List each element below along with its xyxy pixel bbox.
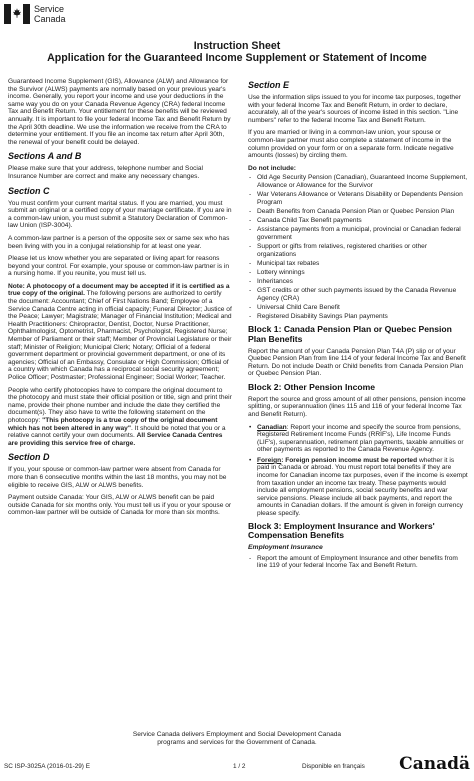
do-not-include-list xyxy=(248,174,468,321)
title-line-1: Instruction Sheet xyxy=(193,40,281,52)
block-3-heading: Block 3: Employment Insurance and Workers' Compensation Benefits xyxy=(248,520,435,541)
page-number: 1 / 2 xyxy=(233,763,246,770)
list-item-foreign xyxy=(248,457,468,518)
section-d-para-2: Payment outside Canada: Your GIS, ALW or ALWS benefit can be paid outside Canada for six months only. You must tell us if you or your spouse or common-law partner will be outside of Canada for more than six months. xyxy=(8,494,232,517)
language-availability: Disponible en français xyxy=(302,763,365,770)
canadian-text: : Report your income and specify the source from pensions, Registered Retirement Income Funds (RRIF's), Life Income Funds (LIF's), superannuation, retirement plan payments, taxable annuities or other payments as reported to the Canada Revenue Agency. xyxy=(257,423,464,454)
section-e-para-2: If you are married or living in a common-law union, your spouse or common-law partner must also complete a statement of income in the column provided on your form or on a separate form. Indicate negative amounts (losses) by circling them. xyxy=(248,129,454,160)
form-code: SC ISP-3025A (2016-01-29) E xyxy=(4,763,90,770)
section-c-para-3: Please let us know whether you are separated or living apart for reasons beyond your control. For example, your spouse or common-law partner is in a nursing home. If you reunite, you must tell us. xyxy=(8,255,229,278)
list-item: - Assistance payments from a municipal, provincial or Canadian federal government xyxy=(248,226,468,241)
section-d-heading: Section D xyxy=(8,452,50,463)
section-e-heading: Section E xyxy=(248,80,290,90)
block-2-heading: Block 2: Other Pension Income xyxy=(248,381,376,392)
list-item: - Registered Disability Savings Plan payments xyxy=(248,313,468,321)
footer-note-line-1: Service Canada delivers Employment and Social Development Canada xyxy=(132,731,342,738)
list-item-canadian xyxy=(248,424,468,454)
list-item: - Old Age Security Pension (Canadian), Guaranteed Income Supplement, Allowance or Allowance for the Survivor xyxy=(248,174,468,189)
certify-text: People who certify photocopies have to compare the original document to the photocopy and must state their official position or title, sign and print their name, provide their phone number and include the date they certified the document(s). They also have to write the following statement on the photocopy: xyxy=(8,386,232,424)
free-of-charge: All Service Canada Centres are providing this service free of charge. xyxy=(8,432,223,447)
list-item: - GST credits or other such payments issued by the Canada Revenue Agency (CRA) xyxy=(248,287,468,302)
do-not-include-heading: Do not include: xyxy=(248,164,296,172)
page-footer xyxy=(4,754,470,776)
employment-list xyxy=(248,555,468,570)
list-item: - Universal Child Care Benefit xyxy=(248,304,468,312)
list-item: - Death Benefits from Canada Pension Plan or Quebec Pension Plan xyxy=(248,208,468,216)
foreign-text: whether it is paid in Canada or abroad. You must report total benefits if they are income for Canadian income tax purposes, even if the income is exempt from taxation under an income tax treaty. These payments would include all employment pensions, social security benefits and war service pensions. Please include all back payments, and report the amounts in Canadian dollars. If the amount is given in foreign currency please specify. xyxy=(257,456,468,518)
footer-note-line-2: programs and services for the Government of Canada. xyxy=(157,739,317,746)
section-e-para-1: Use the information slips issued to you for income tax purposes, together with your federal Income Tax and Benefit Return, in order to declare, accurately, all of the year's sources of income listed in this section. "Line numbers" refer to the federal Income Tax and Benefit Return. xyxy=(248,94,461,124)
canada-wordmark: Canadä xyxy=(399,754,470,774)
section-c-para-1: You must confirm your current marital status. If you are married, you must submit an original or a certified copy of your marriage certificate. If you are in a common-law union, you must submit a Statutory Declaration of Common-law Union (ISP-3004). xyxy=(8,199,232,230)
foreign-bold: : Foreign pension income must be reported xyxy=(281,456,418,464)
foreign-label: Foreign xyxy=(257,456,282,464)
note-bold: Note: A photocopy of a document may be accepted if it is certified as a true copy of the original. xyxy=(8,282,230,298)
list-item: - War Veterans Allowance or Veterans Disability or Dependents Pension Program xyxy=(248,191,468,206)
government-signature xyxy=(4,4,66,24)
right-column xyxy=(248,78,468,574)
list-item: - Inheritances xyxy=(248,278,468,286)
canada-flag-icon xyxy=(4,4,30,24)
block-1-text: Report the amount of your Canada Pension Plan T4A (P) slip or of your Quebec Pension Plan from line 114 of your federal Income Tax and Benefit Return. Do not include Death or Child benefits from Canada Pension Plan or Quebec Pension Plan. xyxy=(248,347,466,378)
canadian-label: Canadian xyxy=(257,423,287,431)
list-item: - Report the amount of Employment Insurance and other benefits from line 119 of your federal Income Tax and Benefit Return. xyxy=(248,555,468,570)
department-name xyxy=(34,4,66,24)
note-rest: The following persons are authorized to certify the document: Accountant; Chief of First Nations Band; Employee of a Service Canada Centre acting in official capacity; Funeral Director; Justice of the Peace; Lawyer; Magistrate; Manager of Financial Institution; Medical and Health Practitioners: Chiropractor, Dentist, Doctor, Nurse Practitioner, Ophthalmologist, Optometrist, Pharmacist, Psychologist, Registered Nurse; Member of Parliament or their staff; Member of Provincial Legislature or their staff; Minister of Religion; Municipal Clerk; Notary; Official of a federal government department or provincial government department, or one of its agencies; Official of an Embassy, Consulate or High Commission; Official of a country with which Canada has a reciprocal social security agreement; Police Officer; Postmaster; Professional Engineer; Social Worker; Teacher. xyxy=(8,290,232,381)
employment-insurance-heading: Employment Insurance xyxy=(248,544,323,552)
department-line-2: Canada xyxy=(34,14,66,24)
list-item: - Support or gifts from relatives, registered charities or other organizations xyxy=(248,243,468,258)
title-line-2: Application for the Guaranteed Income Supplement or Statement of Income xyxy=(47,52,427,64)
department-line-1: Service xyxy=(34,4,65,14)
list-item: - Lottery winnings xyxy=(248,269,468,277)
list-item: - Canada Child Tax Benefit payments xyxy=(248,217,468,225)
left-column xyxy=(8,78,232,522)
section-d-para-1: If you, your spouse or common-law partner were absent from Canada for more than 6 consecutive months within the last 18 months, you may not be eligible to receive GIS, ALW or ALWS benefits. xyxy=(8,466,227,489)
block-2-text: Report the source and gross amount of all other pensions, pension income splitting, or superannuation (lines 115 and 116 of your federal Income Tax and Benefit Return). xyxy=(248,395,466,418)
section-c-note xyxy=(8,283,232,382)
block-2-list xyxy=(248,424,468,518)
certify-text-2: . It should be noted that you or a relative cannot certify your own documents. xyxy=(8,424,226,440)
section-ab-heading: Sections A and B xyxy=(8,151,82,162)
list-item: - Municipal tax rebates xyxy=(248,260,468,268)
certify-statement: "This photocopy is a true copy of the original document which has not been altered in any way" xyxy=(8,416,218,432)
section-c-heading: Section C xyxy=(8,185,50,196)
section-c-para-5 xyxy=(8,387,232,448)
intro-paragraph: Guaranteed Income Supplement (GIS), Allowance (ALW) and Allowance for the Survivor (ALWS) payments are normally based on your previous year's income. Generally, you report your income and use your deductions in the same way you do on your Canada Revenue Agency (CRA) federal Income Tax and Benefit Return. Your entitlement for these benefits will be reviewed annually. It is important to file your federal Income Tax and Benefit Return by the April 30th deadline. We use the information we receive from the CRA to determine your entitlement. If you file an income tax return after April 30th, the renewal of your benefit could be delayed. xyxy=(8,78,231,146)
section-ab-text: Please make sure that your address, telephone number and Social Insurance Number are correct and make any necessary changes. xyxy=(8,165,203,180)
document-title xyxy=(0,40,474,64)
footer-note xyxy=(0,731,474,747)
section-c-para-2: A common-law partner is a person of the opposite sex or same sex who has been living with you in a conjugal relationship for at least one year. xyxy=(8,234,230,250)
block-1-heading: Block 1: Canada Pension Plan or Quebec Pension Plan Benefits xyxy=(248,323,452,344)
